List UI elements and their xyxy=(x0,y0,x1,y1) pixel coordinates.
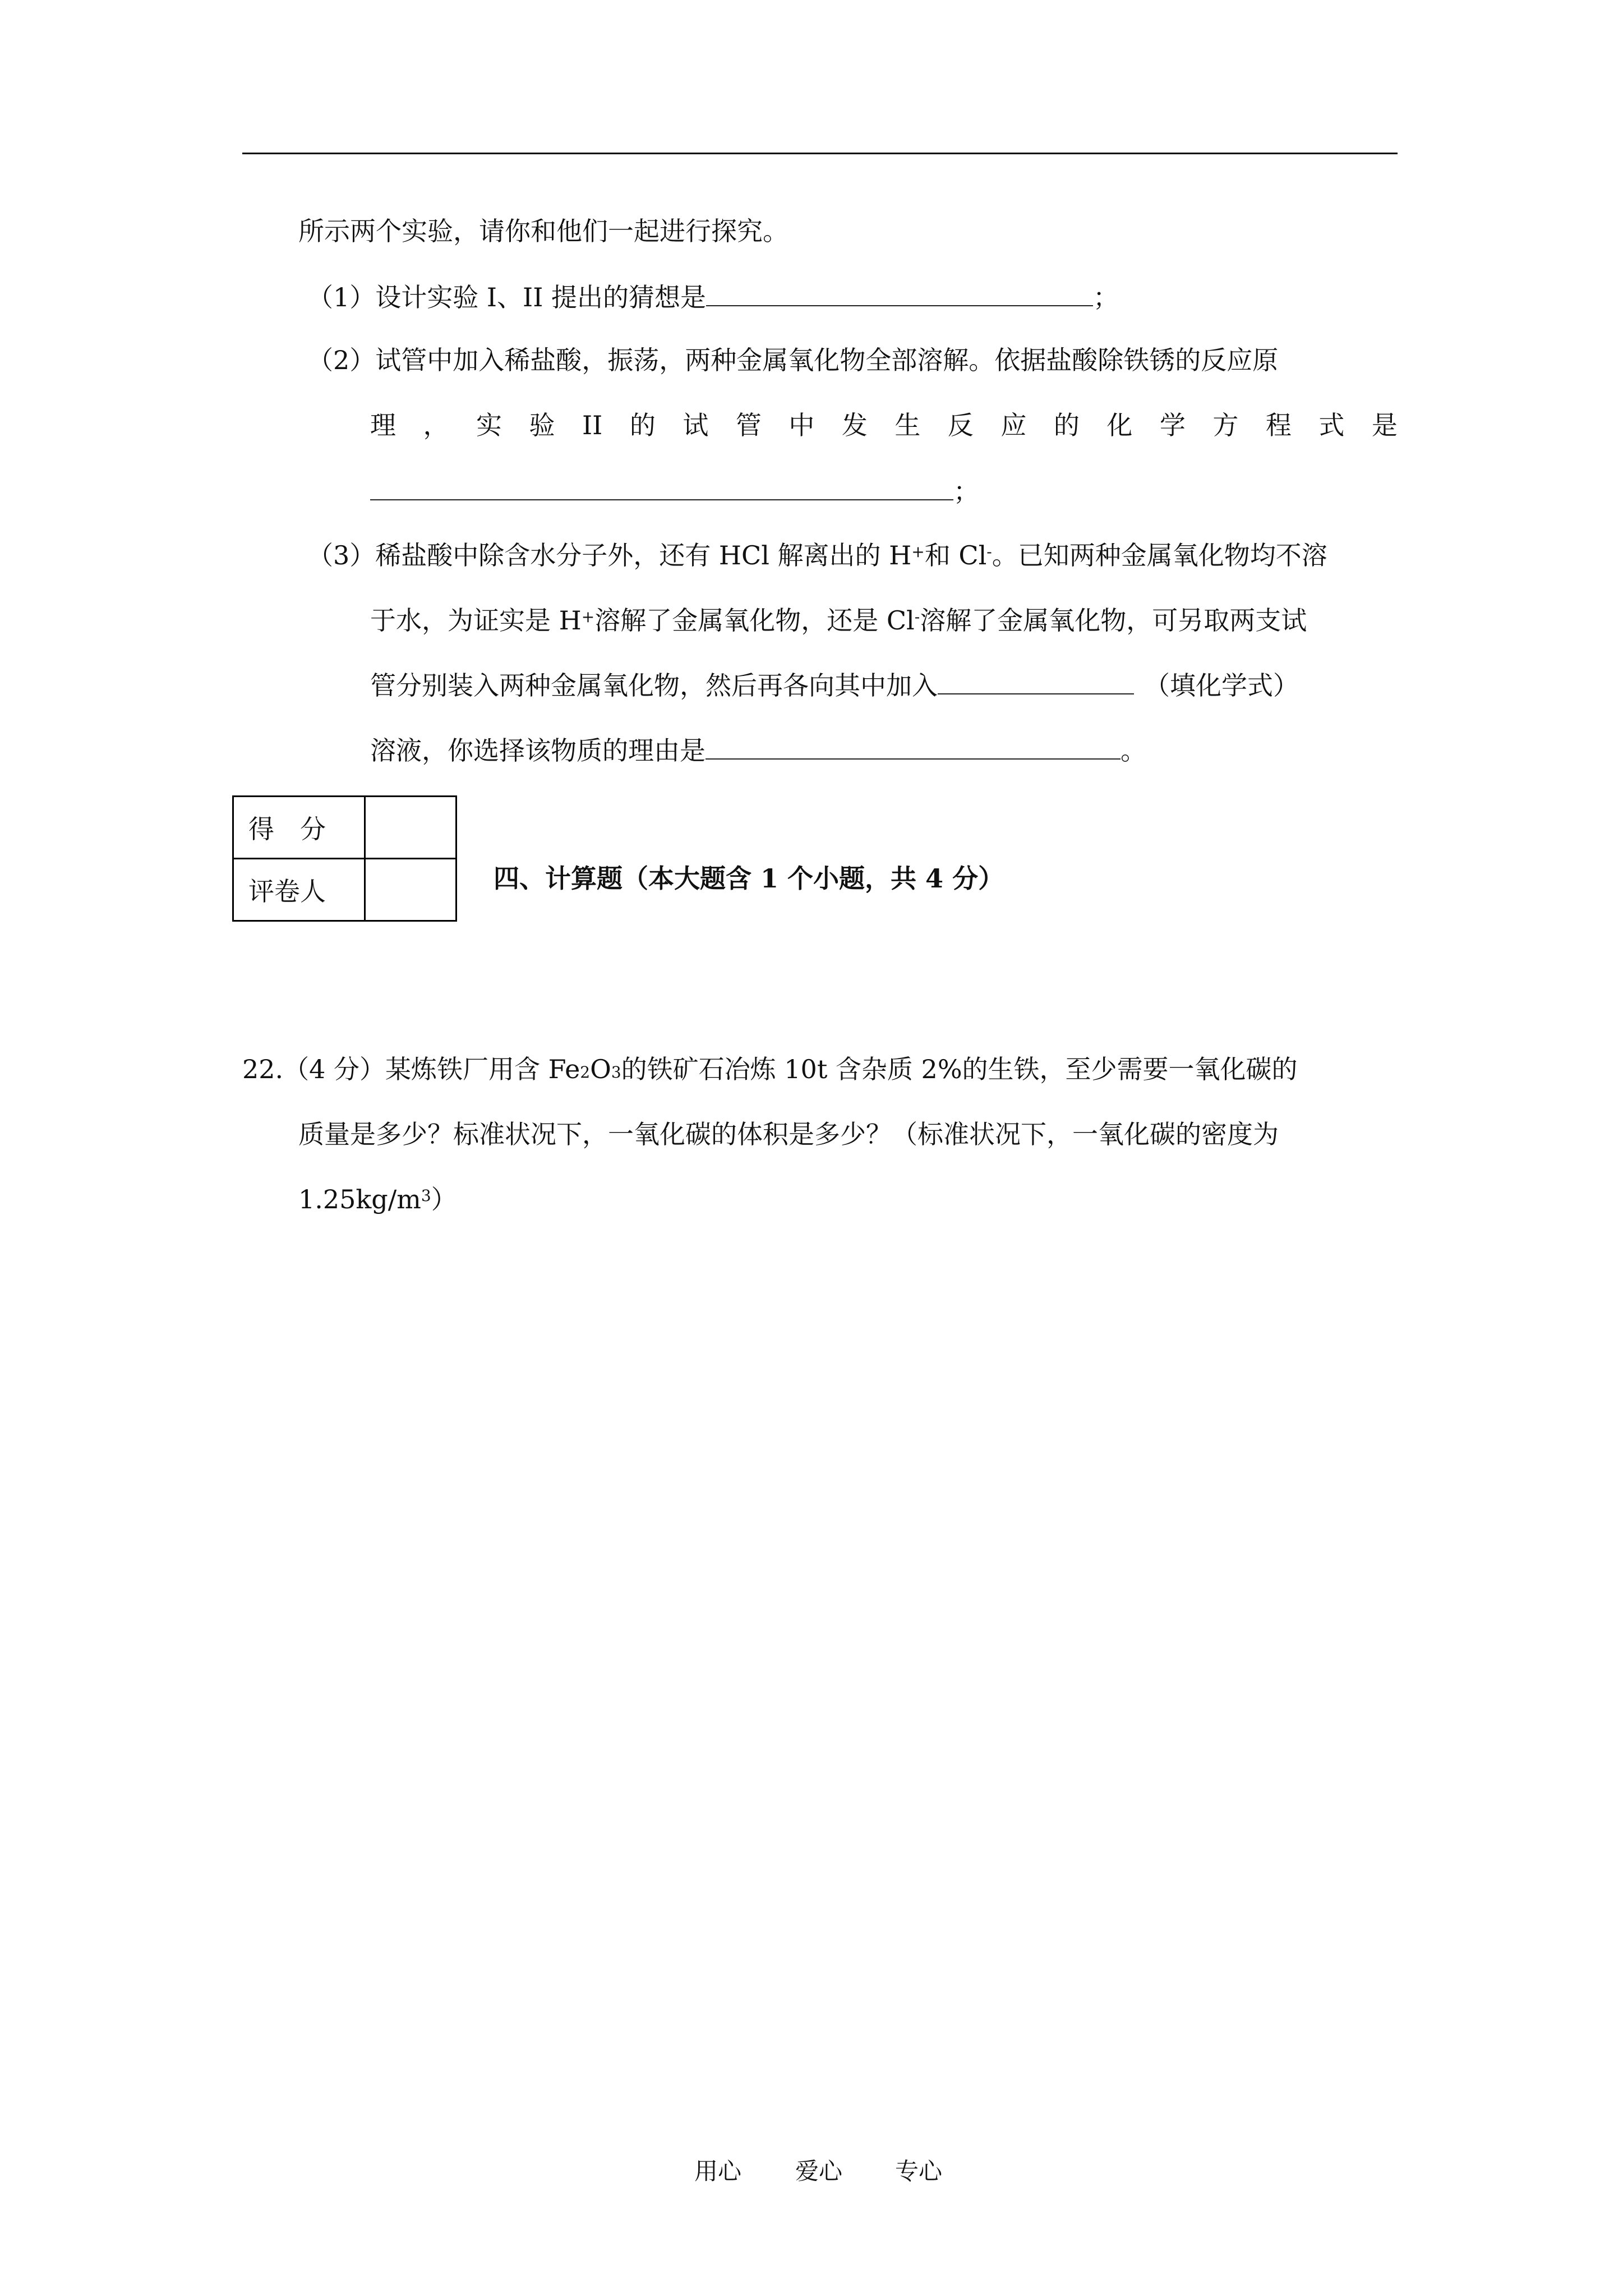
q3-l4-text-b: 。 xyxy=(1121,735,1146,766)
answer-blank-1[interactable] xyxy=(706,279,1093,306)
header-rule xyxy=(242,153,1398,154)
section-4-title: 四、计算题（本大题含 1 个小题，共 4 分） xyxy=(494,863,1004,894)
question-1-text: （1）设计实验 I、II 提出的猜想是 xyxy=(307,282,707,312)
q2-line2-char: 应 xyxy=(1000,410,1027,440)
q3-l1-text-a: （3）稀盐酸中除含水分子外，还有 HCl 解离出的 H xyxy=(307,540,912,570)
question-3-line-1 xyxy=(307,539,1327,572)
score-table xyxy=(232,795,457,922)
fe-subscript: 2 xyxy=(580,1063,591,1082)
question-2-line-2 xyxy=(370,408,1398,442)
question-1-suffix: ； xyxy=(1093,282,1119,312)
question-2-suffix: ； xyxy=(953,476,979,507)
q2-line2-char: 发 xyxy=(841,410,868,440)
q2-line2-char: 学 xyxy=(1159,410,1186,440)
q2-line2-char: 生 xyxy=(895,410,921,440)
question-3-line-2 xyxy=(370,604,1307,637)
q22-l3-text-a: 1.25kg/m xyxy=(298,1184,421,1214)
q2-line2-char: II xyxy=(582,410,603,440)
q3-l2-text-c: 溶解了金属氧化物，可另取两支试 xyxy=(920,605,1307,636)
chloride-ion-charge: - xyxy=(986,542,992,561)
q2-line2-char: 中 xyxy=(789,410,815,440)
q3-l4-text-a: 溶液，你选择该物质的理由是 xyxy=(370,735,706,766)
answer-blank-3[interactable] xyxy=(938,668,1134,694)
q3-l1-text-b: 和 Cl xyxy=(924,540,987,570)
question-22-line-3 xyxy=(298,1182,457,1216)
question-1 xyxy=(307,279,1119,314)
q3-l2-text-a: 于水，为证实是 H xyxy=(370,605,582,636)
question-3-line-3 xyxy=(370,668,1299,702)
q2-line2-char: 实 xyxy=(476,410,502,440)
q3-l2-text-b: 溶解了金属氧化物，还是 Cl xyxy=(594,605,915,636)
o-subscript: 3 xyxy=(611,1063,621,1082)
footer-word-1: 用心 xyxy=(694,2157,742,2185)
q2-line2-char: 理 xyxy=(370,410,396,440)
intro-text: 所示两个实验，请你和他们一起进行探究。 xyxy=(298,216,789,246)
q2-line2-char: 化 xyxy=(1106,410,1133,440)
answer-blank-2[interactable] xyxy=(370,473,953,500)
question-22-line-2: 质量是多少？标准状况下，一氧化碳的体积是多少？（标准状况下，一氧化碳的密度为 xyxy=(298,1119,1279,1149)
q2-line2-char: 管 xyxy=(735,410,762,440)
question-2-line-3 xyxy=(370,473,979,508)
answer-blank-4[interactable] xyxy=(706,733,1121,760)
q22-l1-text-b: O xyxy=(590,1054,611,1084)
q2-line2-char: 验 xyxy=(529,410,555,440)
question-2-line-1: （2）试管中加入稀盐酸，振荡，两种金属氧化物全部溶解。依据盐酸除铁锈的反应原 xyxy=(307,345,1279,375)
q3-l3-text-a: 管分别装入两种金属氧化物，然后再各向其中加入 xyxy=(370,670,938,701)
score-cell[interactable] xyxy=(365,797,457,859)
q3-l1-text-c: 。已知两种金属氧化物均不溶 xyxy=(992,540,1327,570)
q2-line2-char: 式 xyxy=(1318,410,1345,440)
grader-label: 评卷人 xyxy=(233,859,365,921)
question-22-line-1 xyxy=(242,1052,1298,1086)
chloride-ion-charge-2: - xyxy=(914,608,920,626)
q2-line2-char: 程 xyxy=(1265,410,1292,440)
question-3-line-4 xyxy=(370,733,1146,767)
q22-l1-text-a: 22.（4 分）某炼铁厂用含 Fe xyxy=(242,1054,580,1084)
score-label: 得 分 xyxy=(233,797,365,859)
q22-l3-text-b: ） xyxy=(431,1184,457,1214)
q2-line2-char: 是 xyxy=(1371,410,1398,440)
hydrogen-ion-charge-2: + xyxy=(581,608,595,626)
hydrogen-ion-charge: + xyxy=(911,542,925,561)
footer-word-2: 爱心 xyxy=(795,2157,843,2185)
q2-line2-char: 的 xyxy=(629,410,656,440)
q2-line2-char: 反 xyxy=(947,410,974,440)
cubic-superscript: 3 xyxy=(421,1186,431,1205)
q3-l3-text-b: （填化学式） xyxy=(1144,670,1299,701)
footer-word-3: 专心 xyxy=(895,2157,943,2185)
q2-line2-char: ， xyxy=(423,410,449,440)
q2-line2-char: 试 xyxy=(683,410,709,440)
grader-cell[interactable] xyxy=(365,859,457,921)
q2-line2-char: 方 xyxy=(1212,410,1239,440)
q2-line2-char: 的 xyxy=(1053,410,1080,440)
q22-l1-text-c: 的铁矿石冶炼 10t 含杂质 2%的生铁，至少需要一氧化碳的 xyxy=(621,1054,1298,1084)
